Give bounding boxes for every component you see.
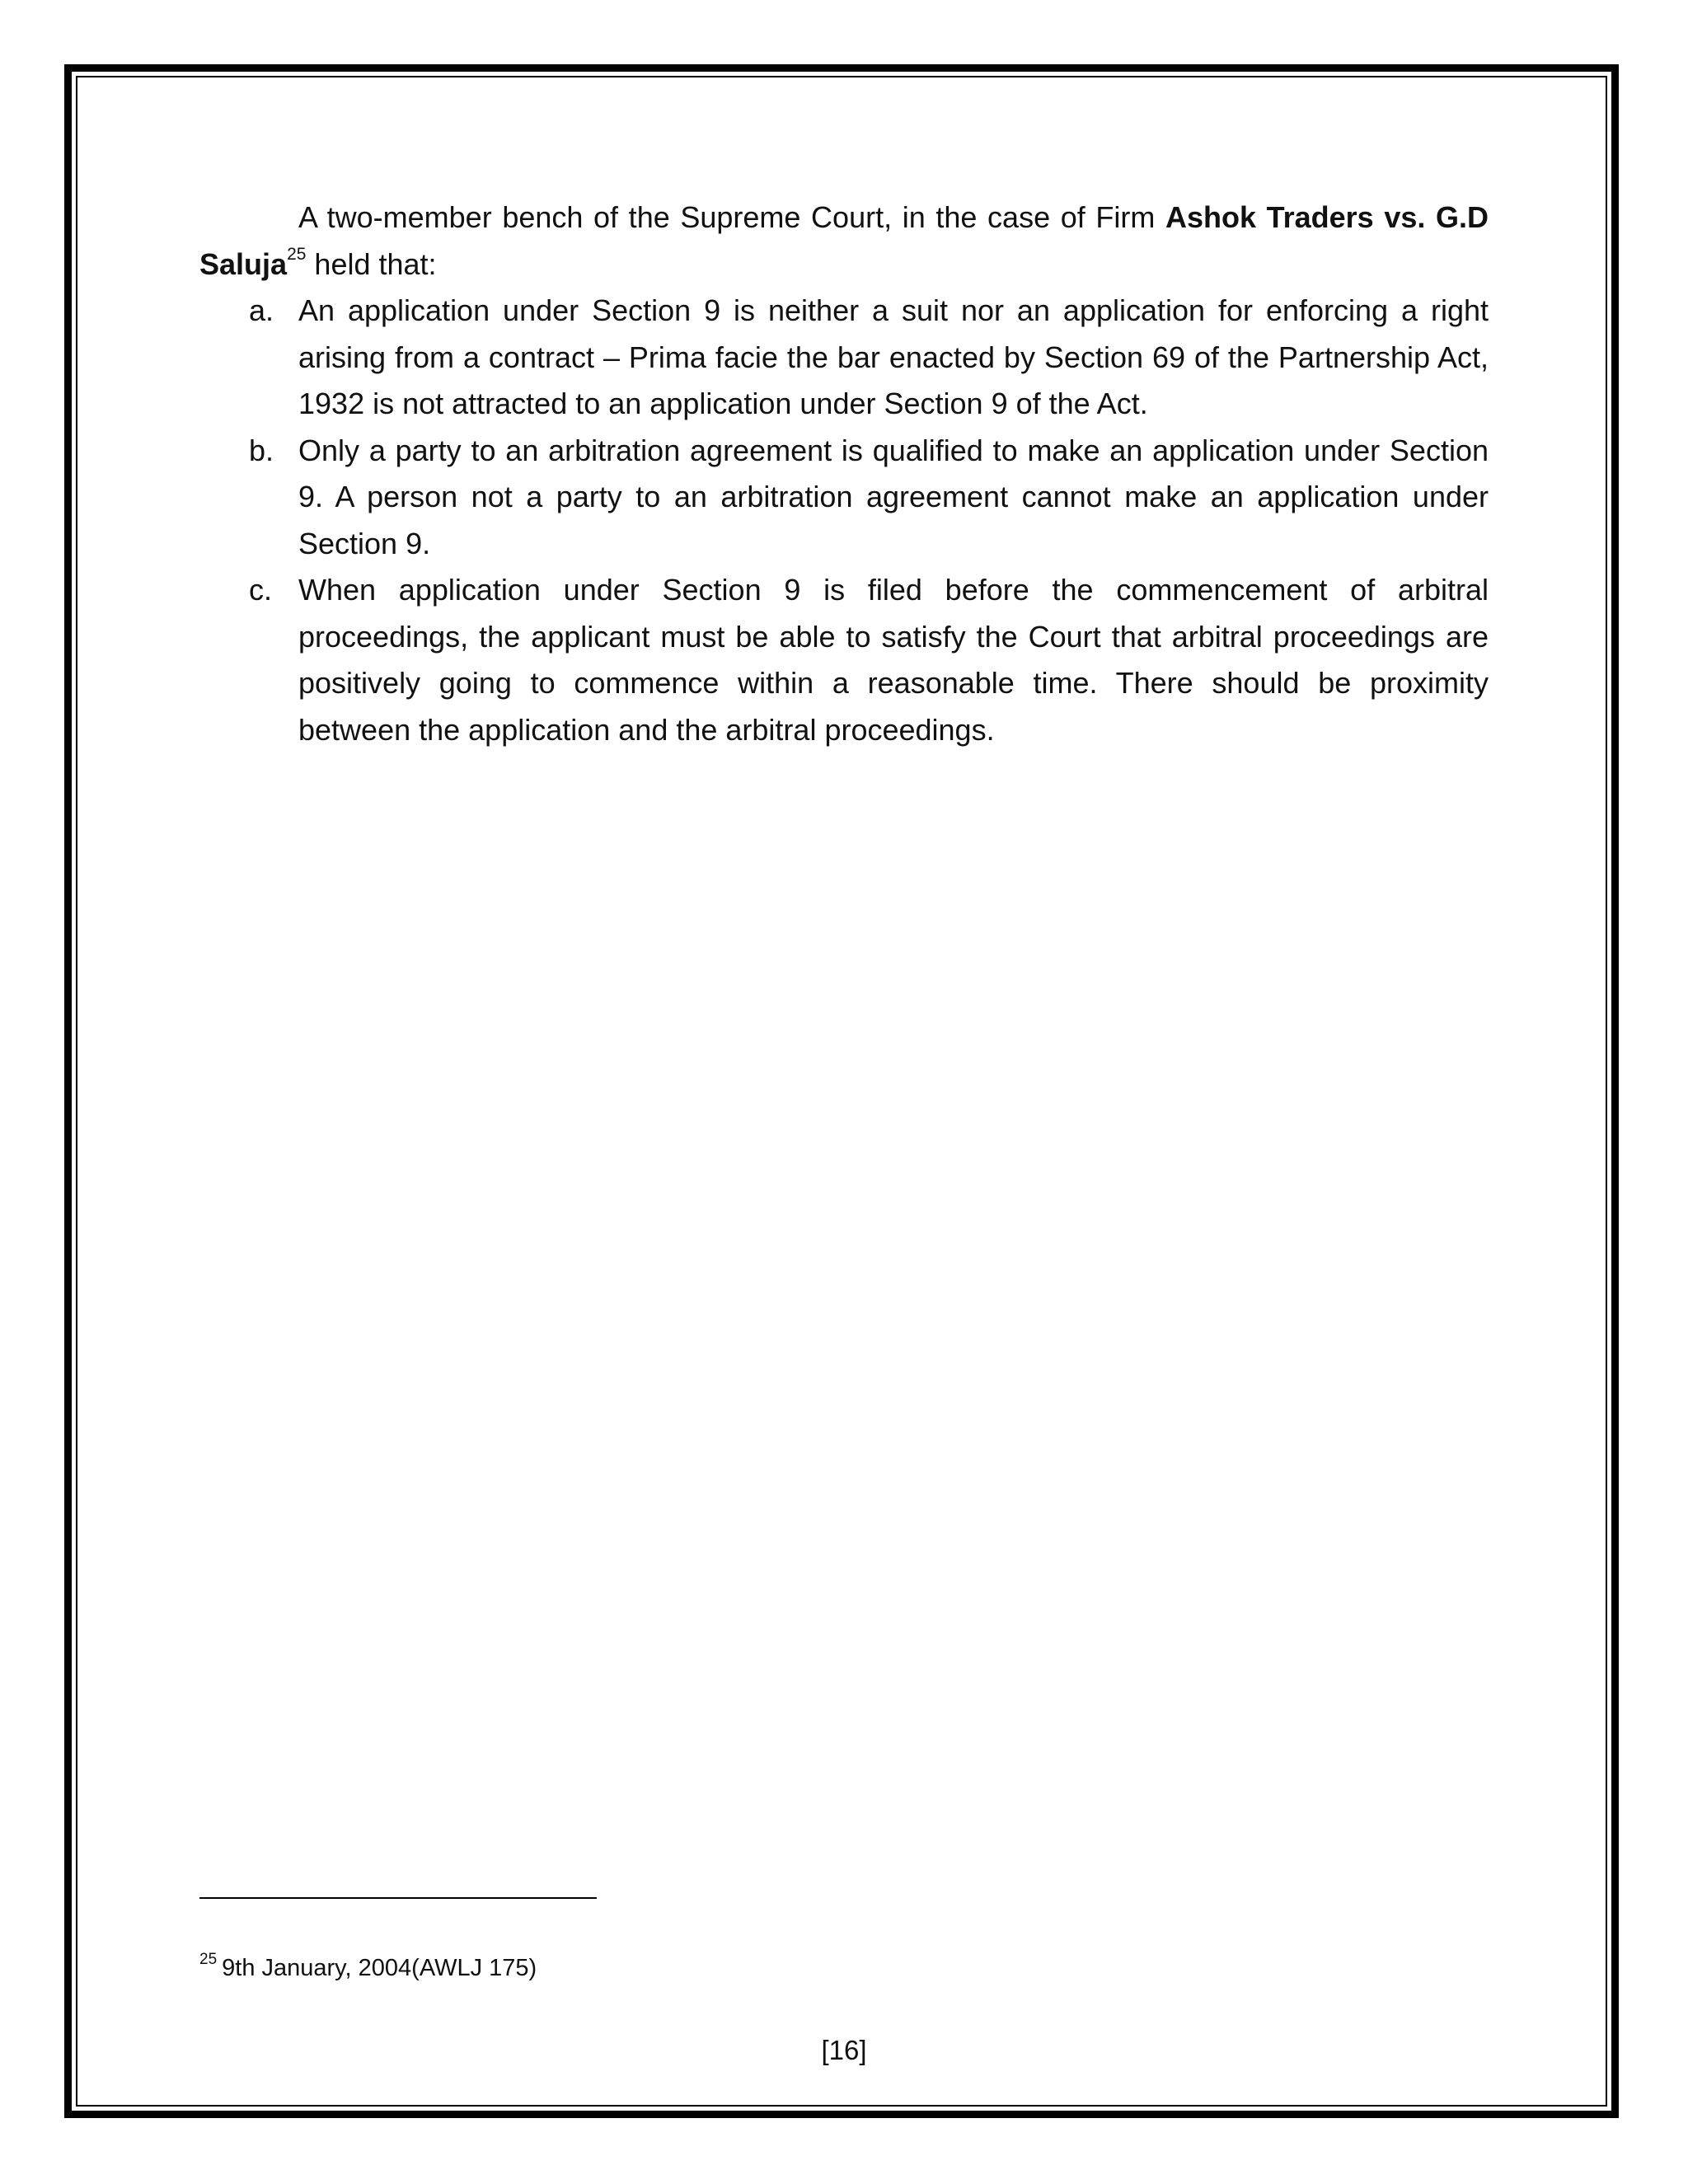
- intro-paragraph: [199, 194, 1489, 288]
- list-item-text: When application under Section 9 is filed before the commencement of arbitral proceedings, the applicant must be able to satisfy the Court that arbitral proceedings are positively going to commence within a reasonable time. There should be proximity between the application and the arbitral proceedings.: [298, 573, 1489, 747]
- case-name-part1: Ashok Traders vs. G.D: [1165, 200, 1489, 234]
- footnote-separator: [199, 1897, 597, 1899]
- footnote-reference[interactable]: 25: [287, 244, 307, 264]
- list-item: [199, 567, 1489, 753]
- list-item: [199, 288, 1489, 428]
- intro-text-before: A two-member bench of the Supreme Court, in the case of Firm: [298, 200, 1165, 234]
- list-item-text: An application under Section 9 is neither a suit nor an application for enforcing a right arising from a contract – Prima facie the bar enacted by Section 69 of the Partnership Act, 1932 is not attracted to an application under Section 9 of the Act.: [298, 293, 1489, 420]
- holdings-list: [199, 288, 1489, 753]
- document-body: [199, 194, 1489, 753]
- footnote: [199, 1953, 537, 1983]
- page-number: [16]: [821, 2035, 867, 2065]
- list-marker: b.: [249, 433, 274, 467]
- list-item-text: Only a party to an arbitration agreement is qualified to make an application under Section 9. A person not a party to an arbitration agreement cannot make an application under Section 9.: [298, 433, 1489, 560]
- footnote-text: 9th January, 2004(AWLJ 175): [222, 1955, 537, 1981]
- intro-text-after: held that:: [306, 246, 437, 281]
- case-name-part2: Saluja: [199, 246, 288, 281]
- list-item: [199, 428, 1489, 568]
- footnote-number: 25: [199, 1951, 218, 1968]
- list-marker: a.: [249, 293, 274, 327]
- list-marker: c.: [249, 573, 273, 607]
